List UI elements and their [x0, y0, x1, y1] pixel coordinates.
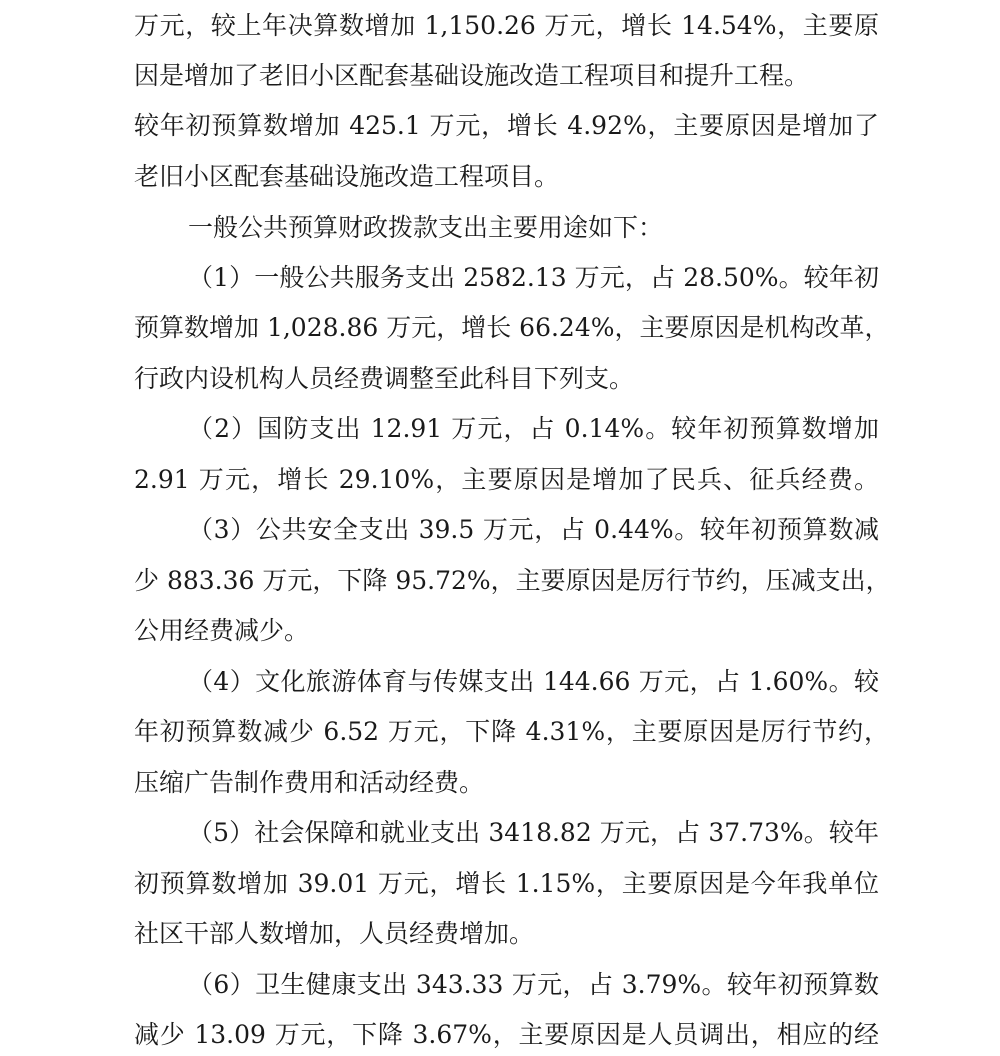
text-line: 公用经费减少。: [134, 616, 310, 645]
text-line: 社区干部人数增加，人员经费增加。: [134, 919, 535, 948]
text-line: （3）公共安全支出 39.5 万元，占 0.44%。较年初预算数减: [188, 515, 879, 544]
text-line: 行政内设机构人员经费调整至此科目下列支。: [134, 364, 635, 393]
text-line: 初预算数增加 39.01 万元，增长 1.15%，主要原因是今年我单位: [134, 869, 879, 898]
text-line: 因是增加了老旧小区配套基础设施改造工程项目和提升工程。: [134, 61, 810, 90]
paragraph-heading: 一般公共预算财政拨款支出主要用途如下：: [188, 213, 664, 242]
text-line: 老旧小区配套基础设施改造工程项目。: [134, 162, 560, 191]
text-line: 年初预算数减少 6.52 万元，下降 4.31%，主要原因是厉行节约，: [134, 717, 889, 746]
text-line: （1）一般公共服务支出 2582.13 万元，占 28.50%。较年初: [188, 263, 879, 292]
text-line: 预算数增加 1,028.86 万元，增长 66.24%，主要原因是机构改革，: [134, 313, 890, 342]
text-line: （6）卫生健康支出 343.33 万元，占 3.79%。较年初预算数: [188, 970, 879, 999]
text-line: （5）社会保障和就业支出 3418.82 万元，占 37.73%。较年: [188, 818, 879, 847]
text-line: 少 883.36 万元，下降 95.72%，主要原因是厉行节约，压减支出，: [134, 566, 891, 595]
text-line: 减少 13.09 万元，下降 3.67%，主要原因是人员调出，相应的经: [134, 1020, 879, 1049]
text-line: 较年初预算数增加 425.1 万元，增长 4.92%，主要原因是增加了: [134, 111, 879, 140]
text-line: 万元，较上年决算数增加 1,150.26 万元，增长 14.54%，主要原: [134, 11, 879, 40]
text-line: （4）文化旅游体育与传媒支出 144.66 万元，占 1.60%。较: [188, 667, 879, 696]
text-line: （2）国防支出 12.91 万元，占 0.14%。较年初预算数增加: [188, 414, 879, 443]
text-line: 压缩广告制作费用和活动经费。: [134, 768, 485, 797]
text-line: 2.91 万元，增长 29.10%，主要原因是增加了民兵、征兵经费。: [134, 465, 879, 494]
